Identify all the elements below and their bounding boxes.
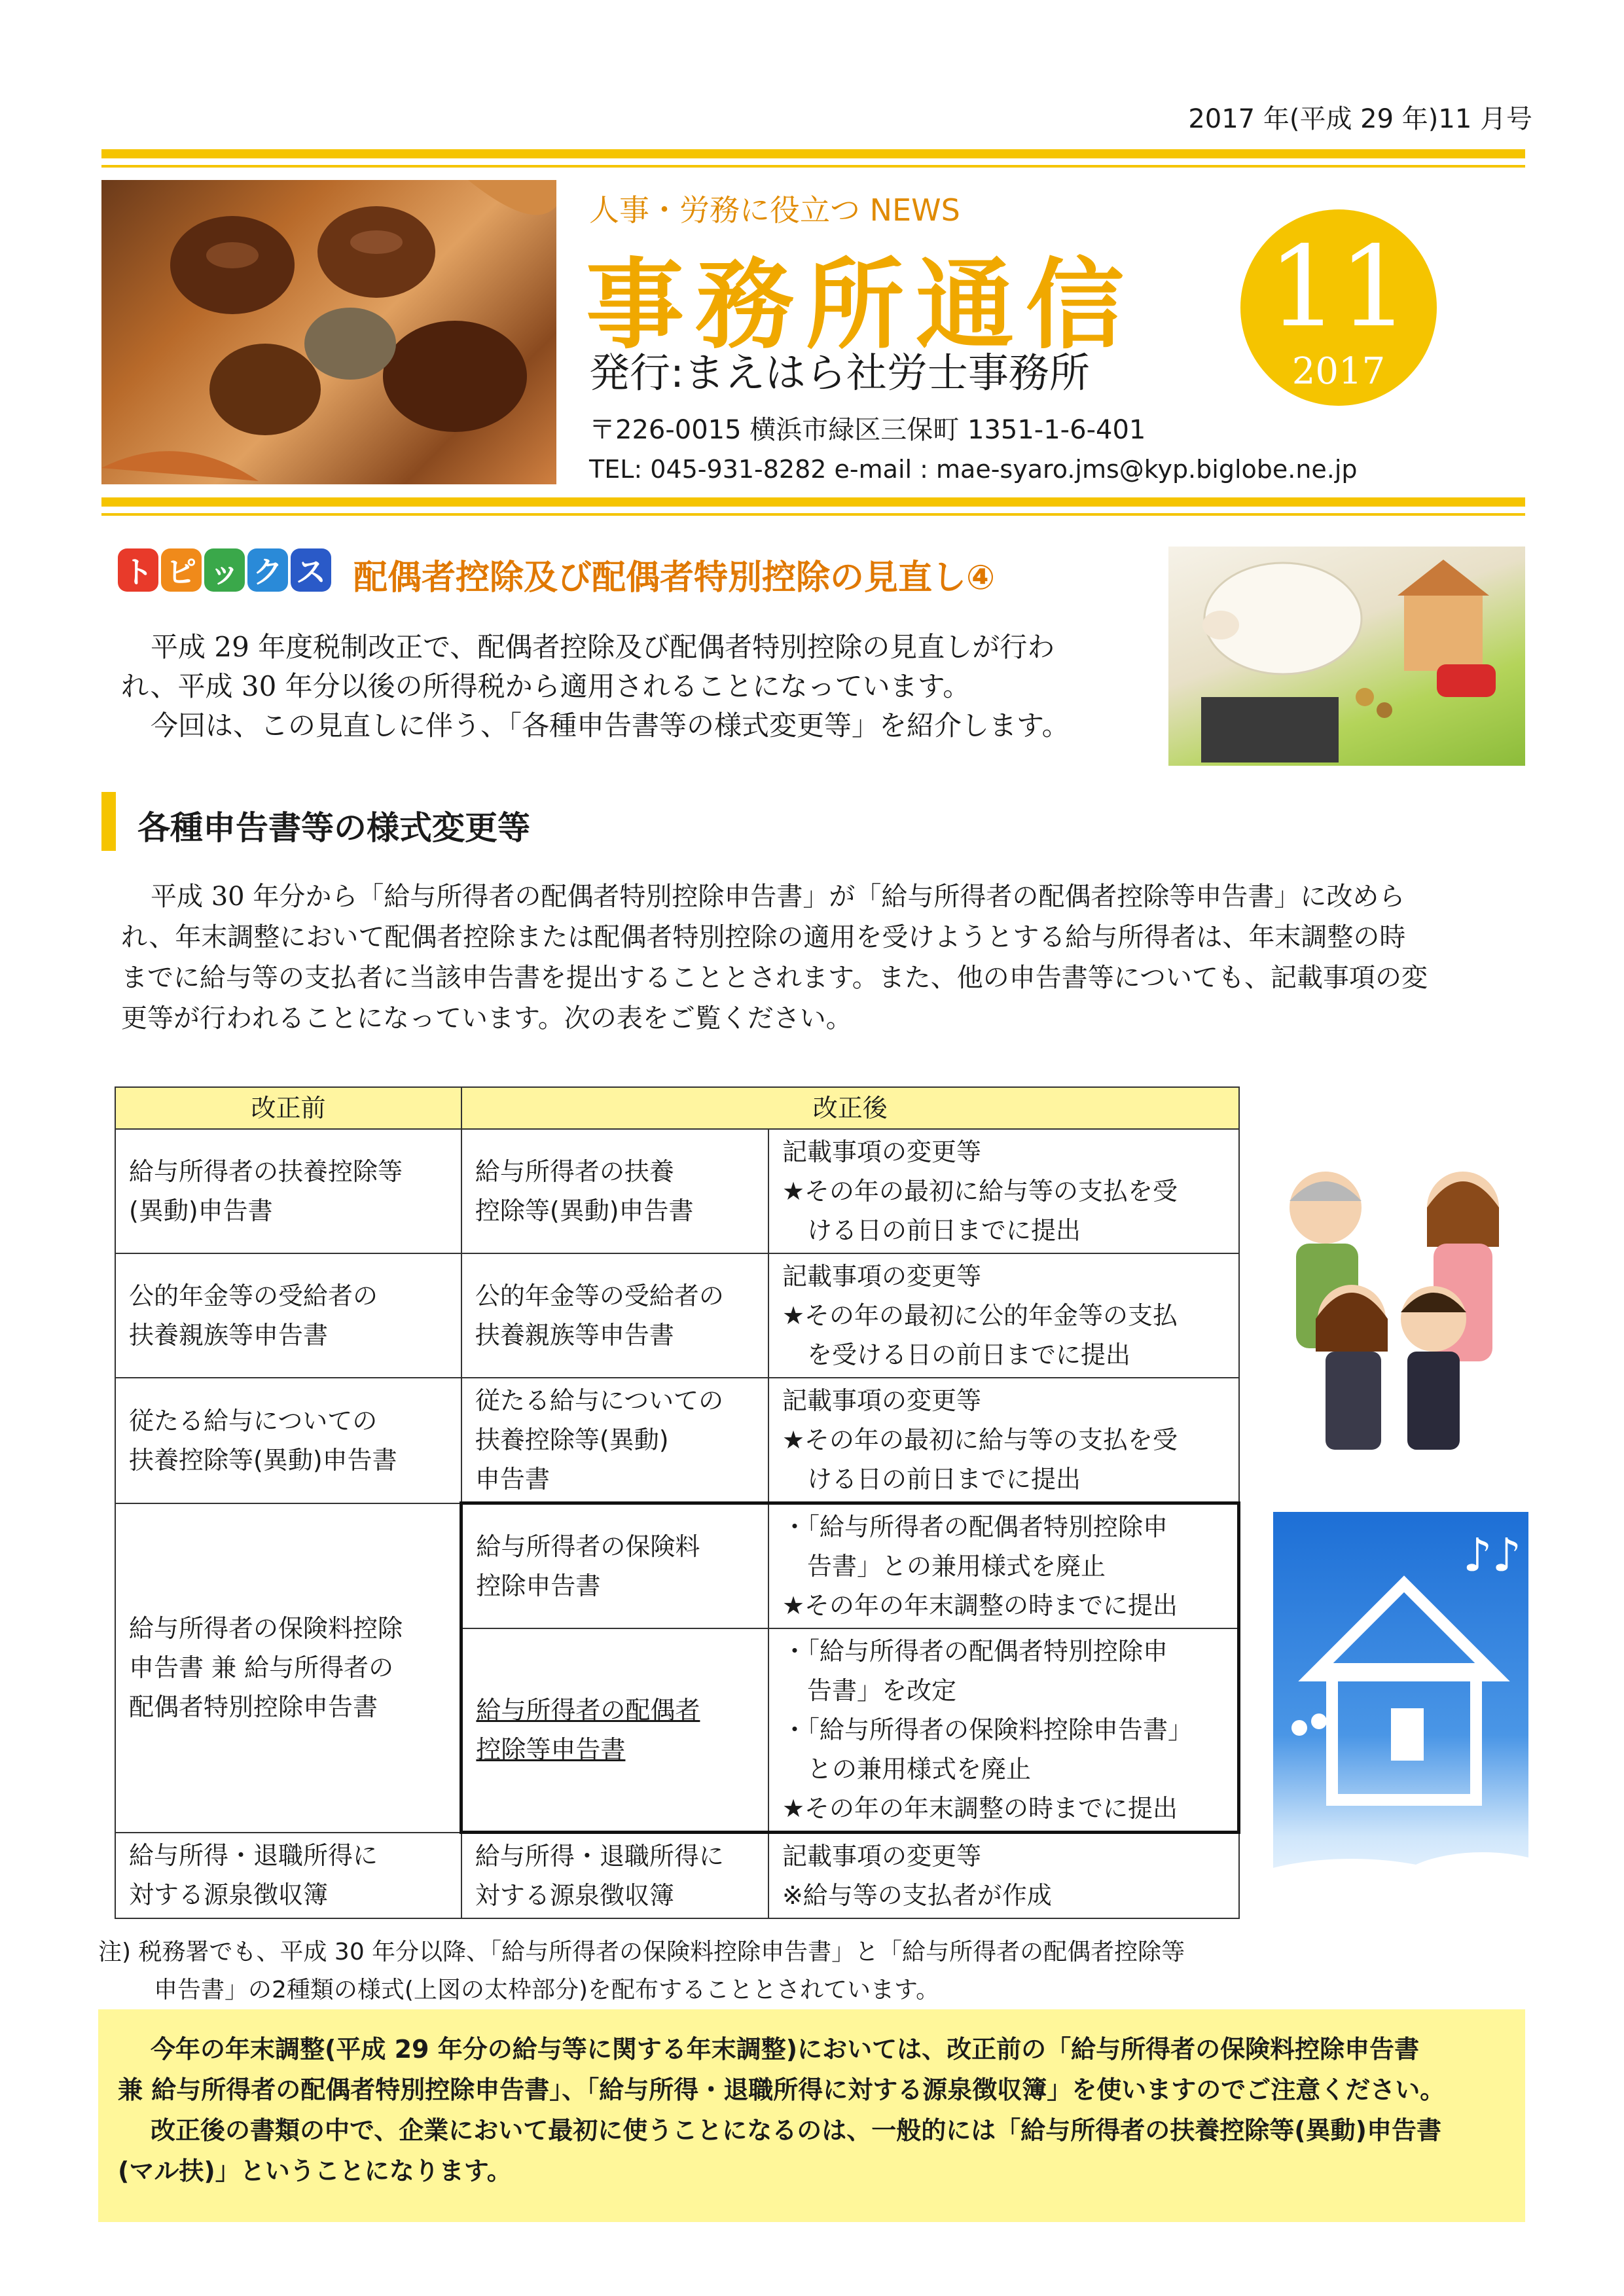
issue-date: 2017 年(平成 29 年)11 月号 — [1188, 104, 1532, 134]
section-marker — [101, 792, 116, 851]
table-row — [115, 1129, 1239, 1253]
topics-char: ッ — [204, 548, 245, 592]
topic-title: 配偶者控除及び配偶者特別控除の見直し④ — [353, 558, 996, 598]
topics-char: ピ — [161, 548, 202, 592]
table-row — [115, 1378, 1239, 1503]
body-line: 平成 30 年分から「給与所得者の配偶者特別控除申告書」が「給与所得者の配偶者控除等申告書」に改めら — [151, 882, 1405, 912]
callout-line: 今年の年末調整(平成 29 年分の給与等に関する年末調整)においては、改正前の「給与所得者の保険料控除申告書 — [151, 2035, 1420, 2064]
lead-paragraph-line: れ、平成 30 年分以後の所得税から適用されることになっています。 — [121, 670, 971, 702]
callout-line: 兼 給与所得者の配偶者特別控除申告書」、「給与所得・退職所得に対する源泉徴収簿」を使いますのでご注意ください。 — [118, 2075, 1445, 2104]
body-line: れ、年末調整において配偶者控除または配偶者特別控除の適用を受けようとする給与所得者は、年末調整の時 — [121, 922, 1406, 952]
table-header-row — [115, 1087, 1239, 1129]
body-line: 更等が行われることになっています。次の表をご覧ください。 — [121, 1003, 852, 1033]
form-change-table — [115, 1086, 1240, 1919]
header-rule — [101, 149, 1525, 158]
masthead-title: 事務所通信 — [586, 247, 1136, 363]
section-title: 各種申告書等の様式変更等 — [137, 809, 530, 847]
before-cell: 従たる給与についての 扶養控除等(異動)申告書 — [115, 1378, 461, 1503]
after-cell: 従たる給与についての 扶養控除等(異動) 申告書 — [461, 1378, 768, 1503]
body-line: までに給与等の支払者に当該申告書を提出することとされます。また、他の申告書等についても、記載事項の変 — [121, 963, 1428, 993]
before-cell: 給与所得者の扶養控除等 (異動)申告書 — [115, 1129, 461, 1253]
lead-paragraph-line: 平成 29 年度税制改正で、配偶者控除及び配偶者特別控除の見直しが行わ — [151, 631, 1055, 663]
before-cell: 給与所得・退職所得に 対する源泉徴収簿 — [115, 1833, 461, 1919]
note-cell: 記載事項の変更等 ★その年の最初に給与等の支払を受 ける日の前日までに提出 — [768, 1129, 1239, 1253]
piggy-bank-photo — [1168, 547, 1525, 766]
office-address: 〒226-0015 横浜市緑区三保町 1351-1-6-401 — [589, 415, 1146, 445]
house-sky-illustration — [1273, 1512, 1528, 1918]
footnote-line: 申告書」の2種類の様式(上図の太枠部分)を配布することとされています。 — [154, 1977, 940, 2003]
after-cell: 給与所得者の扶養 控除等(異動)申告書 — [461, 1129, 768, 1253]
publisher: 発行:まえはら社労士事務所 — [589, 349, 1090, 397]
after-cell: 公的年金等の受給者の 扶養親族等申告書 — [461, 1253, 768, 1378]
issue-number: 11 — [1267, 223, 1410, 352]
footnote-line: 注) 税務署でも、平成 30 年分以降、「給与所得者の保険料控除申告書」と「給与所得者の配偶者控除等 — [98, 1939, 1185, 1965]
header-after: 改正後 — [461, 1087, 1239, 1129]
issue-year: 2017 — [1291, 350, 1386, 393]
table-row — [115, 1253, 1239, 1378]
table-row — [115, 1503, 1239, 1629]
header-rule-thin — [101, 165, 1525, 168]
callout-line: 改正後の書類の中で、企業において最初に使うことになるのは、一般的には「給与所得者の扶養控除等(異動)申告書 — [151, 2116, 1441, 2145]
office-contact: TEL: 045-931-8282 e-mail : mae-syaro.jms@kyp.biglobe.ne.jp — [589, 455, 1358, 484]
issue-badge — [1240, 209, 1437, 406]
note-cell: ・「給与所得者の配偶者特別控除申 告書」を改定 ・「給与所得者の保険料控除申告書」 との兼用様式を廃止 ★その年の年末調整の時までに提出 — [768, 1628, 1239, 1833]
svg-text:♪♪: ♪♪ — [1463, 1528, 1522, 1582]
after-cell-spouse: 給与所得者の配偶者 控除等申告書 — [461, 1628, 768, 1833]
topics-badge — [118, 547, 326, 594]
news-tagline: 人事・労務に役立つ NEWS — [589, 192, 960, 228]
note-cell: 記載事項の変更等 ★その年の最初に公的年金等の支払 を受ける日の前日までに提出 — [768, 1253, 1239, 1378]
note-cell: ・「給与所得者の配偶者特別控除申 告書」との兼用様式を廃止 ★その年の年末調整の時までに提出 — [768, 1503, 1239, 1629]
note-cell: 記載事項の変更等 ★その年の最初に給与等の支払を受 ける日の前日までに提出 — [768, 1378, 1239, 1503]
header-bottom-rule — [101, 497, 1525, 507]
callout-line: (マル扶)」ということになります。 — [118, 2157, 512, 2185]
before-cell: 給与所得者の保険料控除 申告書 兼 給与所得者の 配偶者特別控除申告書 — [115, 1503, 461, 1833]
before-cell: 公的年金等の受給者の 扶養親族等申告書 — [115, 1253, 461, 1378]
after-cell-insurance: 給与所得者の保険料 控除申告書 — [461, 1503, 768, 1629]
topics-char: ス — [291, 548, 331, 592]
table-row — [115, 1833, 1239, 1919]
header-before: 改正前 — [115, 1087, 461, 1129]
header-bottom-rule-thin — [101, 513, 1525, 516]
topics-char: ト — [118, 548, 158, 592]
note-cell: 記載事項の変更等 ※給与等の支払者が作成 — [768, 1833, 1239, 1919]
topics-char: ク — [247, 548, 288, 592]
after-cell: 給与所得・退職所得に 対する源泉徴収簿 — [461, 1833, 768, 1919]
lead-paragraph-line: 今回は、この見直しに伴う、「各種申告書等の様式変更等」を紹介します。 — [151, 709, 1070, 742]
family-illustration — [1267, 1155, 1528, 1482]
chestnut-photo — [101, 180, 556, 484]
